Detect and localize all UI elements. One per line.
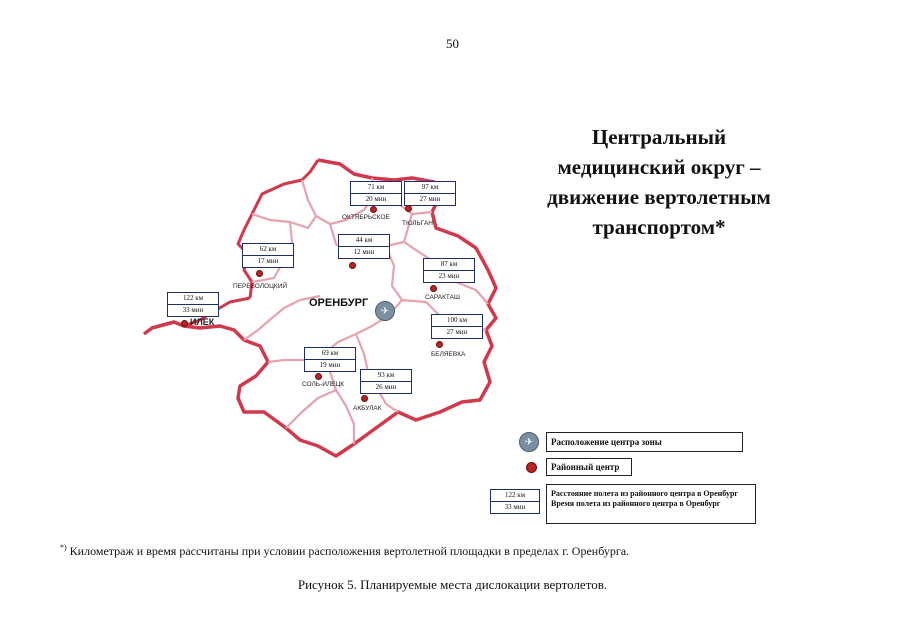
callout-time: 26 мин [375,383,397,391]
callout-distance: 97 км [405,182,455,194]
callout-time: 23 мин [438,272,460,280]
callout-saraktash [423,258,475,283]
title-line: медицинский округ – [557,155,761,179]
town-label-sol-iletsk: СОЛЬ-ИЛЕЦК [302,381,345,388]
callout-distance: 87 км [424,259,474,271]
title-line: транспортом* [592,215,726,239]
footnote-text: Километраж и время рассчитаны при условии расположения вертолетной площадки в пределах г. Оренбурга. [66,544,630,558]
callout-oktyabrskoe [350,181,402,206]
callout-time: 33 мин [182,306,204,314]
town-dot-ilek [181,320,188,327]
town-label-ilek: ИЛЕК [190,317,215,327]
callout-ilek [167,292,219,317]
town-dot-perevolotsky [256,270,263,277]
callout-time: 19 мин [319,361,341,369]
legend-time-desc: Время полета из районного центра в Оренбург [551,499,721,508]
title-line: Центральный [591,125,727,149]
footnote [60,543,629,559]
callout-distance: 71 км [351,182,401,194]
legend-helicopter-icon: ✈ [519,432,539,452]
legend-description [546,484,756,524]
figure-caption: Рисунок 5. Планируемые места дислокации вертолетов. [297,577,608,592]
town-dot-sol-iletsk [315,373,322,380]
footnote-mark: *) [60,543,67,552]
callout-distance: 100 км [432,315,482,327]
region-outer-border-top [238,160,318,298]
page-number: 50 [446,36,459,51]
callout-time: 17 мин [257,257,279,265]
town-label-saraktash: САРАКТАШ [425,294,460,301]
town-dot-belyaevka [436,341,443,348]
legend-district-center: Районный центр [546,458,632,476]
legend-zone-center: Расположение центра зоны [546,432,743,452]
map-title [528,122,790,242]
legend-district-dot [526,462,537,473]
callout-time: 27 мин [446,328,468,336]
callout-time: 20 мин [365,195,387,203]
callout-distance: 122 км [168,293,218,305]
callout-perevolotsky [242,243,294,268]
town-label-tyulgan: ТЮЛЬГАН [402,220,433,227]
callout-sol-iletsk [304,347,356,372]
callout-belyaevka [431,314,483,339]
capital-label: ОРЕНБУРГ [309,297,369,309]
callout-tyulgan [404,181,456,206]
town-label-akbulak: АКБУЛАК [353,405,382,412]
callout-distance: 44 км [339,235,389,247]
callout-akbulak [360,369,412,394]
callout-near-orenburg [338,234,390,259]
town-dot-saraktash [430,285,437,292]
callout-time: 27 мин [419,195,441,203]
town-dot-akbulak [361,395,368,402]
town-label-perevolotsky: ПЕРЕВОЛОЦКИЙ [233,283,288,290]
legend-sample-distance: 122 км [491,490,539,502]
town-dot-near-orenburg [349,262,356,269]
legend-sample-time: 33 мин [504,503,526,511]
title-line: движение вертолетным [547,185,771,209]
callout-distance: 93 км [361,370,411,382]
legend-distance-desc: Расстояние полета из районного центра в Оренбург [551,489,739,498]
town-label-oktyabrskoe: ОКТЯБРЬСКОЕ [342,214,390,221]
callout-time: 12 мин [353,248,375,256]
town-dot-tyulgan [405,205,412,212]
callout-distance: 62 км [243,244,293,256]
town-label-belyaevka: БЕЛЯЕВКА [431,351,466,358]
helicopter-icon: ✈ [375,301,395,321]
callout-distance: 69 км [305,348,355,360]
legend-callout-sample [490,489,540,514]
town-dot-oktyabrskoe [370,206,377,213]
